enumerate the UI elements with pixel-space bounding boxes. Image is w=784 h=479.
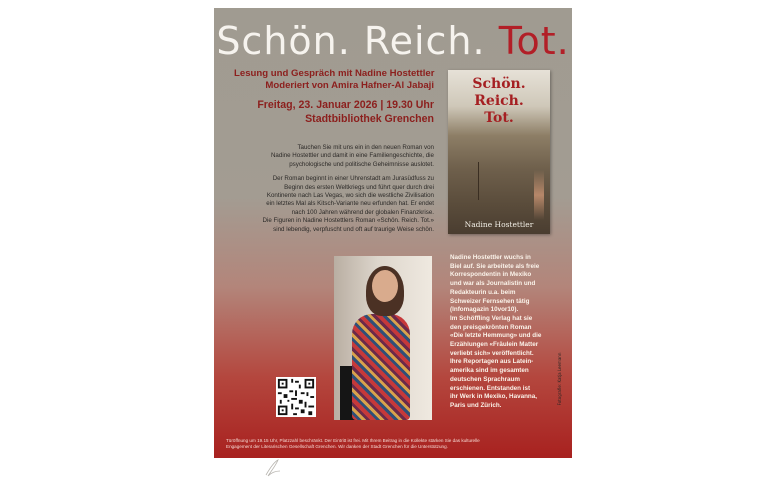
photo-face — [372, 270, 398, 302]
footer-note — [226, 438, 562, 451]
event-poster — [214, 8, 572, 458]
bio-line: «Die letzte Hemmung» und die — [450, 332, 542, 340]
body-line: ein letztes Mal als Kitsch-Variante neu erfunden hat. Er endet — [266, 200, 434, 208]
body-line: Beginn des ersten Weltkriegs und führt quer durch drei — [284, 183, 434, 191]
event-venue: Stadtbibliothek Grenchen — [305, 113, 434, 125]
bio-line: Biel auf. Sie arbeitete als freie — [450, 262, 540, 270]
body-line: Der Roman beginnt in einer Uhrenstadt am Jurasüdfuss zu — [272, 175, 434, 183]
bio-line: Redakteurin u.a. beim — [450, 288, 516, 296]
event-info — [234, 68, 434, 126]
bio-line: Paris und Zürich. — [450, 401, 502, 409]
bio-line: und war als Journalistin und — [450, 280, 536, 288]
book-title-line: Tot. — [484, 110, 514, 126]
cover-light — [534, 170, 544, 220]
footer-line: Engagement der Literarischen Gesellschaft Grenchen. Wir danken der Stadt Grenchen für die Unterstützung. — [226, 444, 448, 450]
intro-line: Nadine Hostettler und damit in eine Familiengeschichte, die — [270, 152, 434, 160]
bio-line: deutschen Sprachraum — [450, 375, 520, 383]
author-photo — [334, 256, 432, 420]
body-line: Die Figuren in Nadine Hostettlers Roman «Schön. Reich. Tot.» — [262, 217, 434, 225]
signature-mark-icon — [262, 458, 284, 478]
qr-code[interactable] — [276, 377, 316, 417]
cover-post — [478, 162, 479, 200]
photo-dress — [352, 314, 410, 420]
author-bio — [450, 254, 570, 411]
bio-line: Erzählungen «Fräulein Matter — [450, 341, 539, 349]
qr-code-icon — [276, 377, 316, 417]
bio-line: ihr Werk in Mexiko, Havanna, — [450, 393, 538, 401]
bio-line: (Infomagazin 10vor10). — [450, 306, 519, 314]
book-cover — [448, 70, 550, 234]
body-paragraph — [222, 175, 434, 234]
body-line: Kontinente nach Las Vegas, wo sich die westliche Zivilisation — [266, 192, 434, 200]
title-part2: Tot. — [498, 19, 570, 63]
bio-line: erschienen. Entstanden ist — [450, 384, 531, 392]
body-line: sind lebendig, verpfuscht und oft auf traurige Weise schön. — [273, 225, 434, 233]
bio-line: amerika sind im gesamten — [450, 367, 529, 375]
bio-line: den preisgekrönten Roman — [450, 323, 532, 331]
footer-line: Türöffnung um 19.15 Uhr, Platzzahl beschränkt. Der Eintritt ist frei. Mit Ihrem Beitrag in die Kollekte stärken Sie das kulturelle — [226, 438, 480, 443]
book-cover-author: Nadine Hostettler — [464, 220, 534, 229]
event-date: Freitag, 23. Januar 2026 | 19.30 Uhr — [257, 99, 434, 111]
body-line: nach 100 Jahren während der globalen Finanzkrise. — [291, 208, 434, 216]
bio-line: Schweizer Fernsehen tätig — [450, 297, 530, 305]
bio-line: Im Schöffling Verlag hat sie — [450, 314, 533, 322]
bio-line: Nadine Hostettler wuchs in — [450, 254, 531, 261]
event-line2: Moderiert von Amira Hafner-Al Jabaji — [265, 80, 434, 91]
bio-line: verliebt sich» veröffentlicht. — [450, 349, 534, 357]
bio-line: Korrespondentin in Mexiko — [450, 271, 532, 279]
intro-line: Tauchen Sie mit uns ein in den neuen Roman von — [297, 144, 434, 151]
title-part1: Schön. Reich. — [216, 19, 486, 63]
description — [222, 144, 434, 240]
bio-line: Ihre Reportagen aus Latein- — [450, 358, 534, 366]
book-cover-title — [448, 76, 550, 127]
event-line1: Lesung und Gespräch mit Nadine Hostettler — [234, 68, 435, 79]
poster-title — [214, 18, 572, 64]
photo-credit: Fotografie: Katja Leemann — [557, 352, 562, 406]
intro-paragraph — [222, 144, 434, 169]
book-title-line: Reich. — [474, 93, 524, 109]
book-title-line: Schön. — [472, 76, 526, 92]
intro-line: psychologische und politische Geheimnisse auslotet. — [289, 160, 434, 168]
